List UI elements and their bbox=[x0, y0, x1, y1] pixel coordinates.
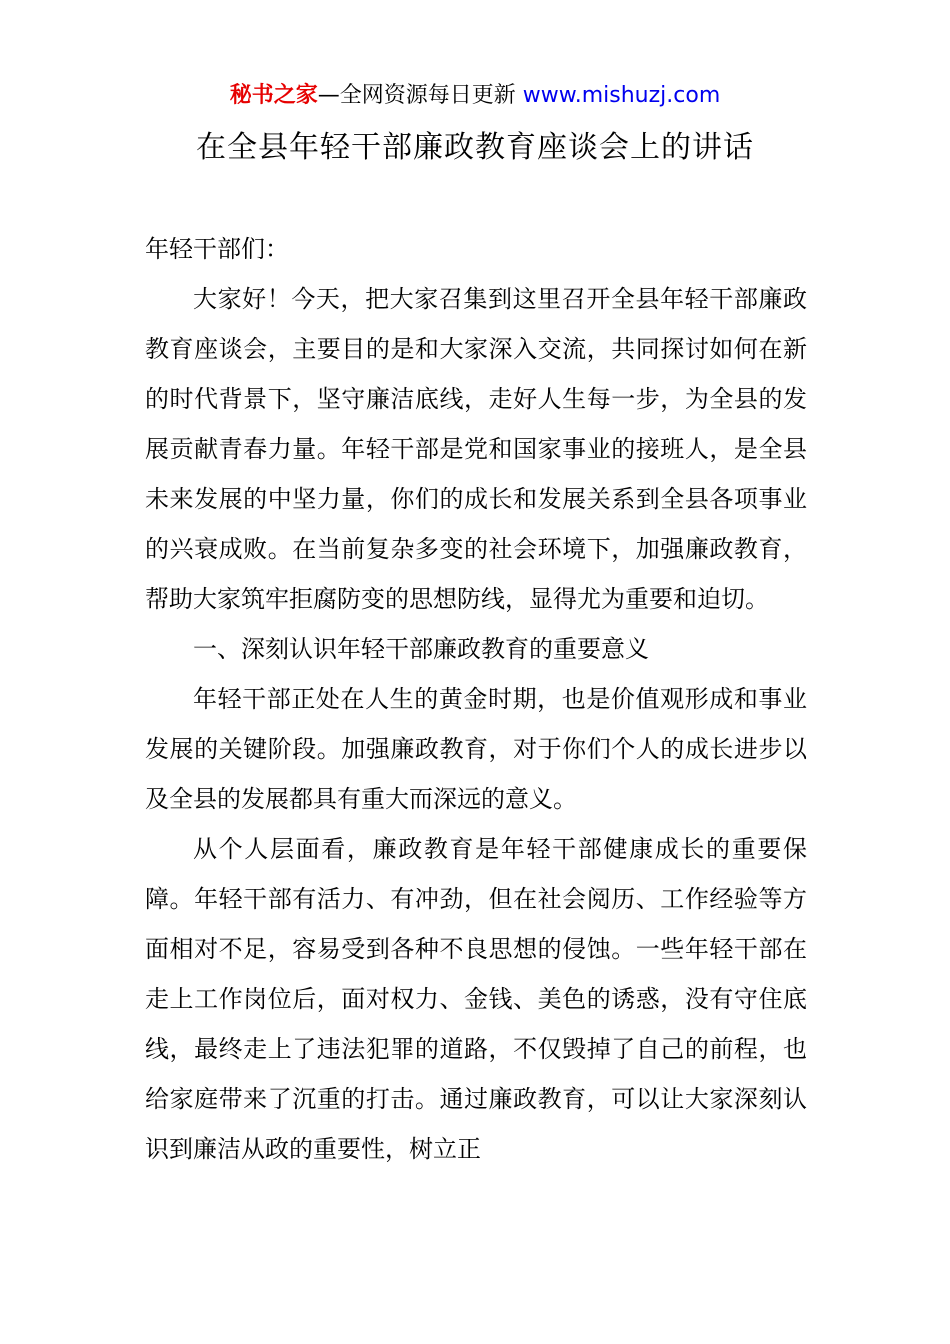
paragraph-intro: 大家好！今天，把大家召集到这里召开全县年轻干部廉政教育座谈会，主要目的是和大家深入交流，共同探讨如何在新的时代背景下，坚守廉洁底线，走好人生每一步，为全县的发展贡献青春力量。年轻干部是党和国家事业的接班人，是全县未来发展的中坚力量，你们的成长和发展关系到全县各项事业的兴衰成败。在当前复杂多变的社会环境下，加强廉政教育，帮助大家筑牢拒腐防变的思想防线，显得尤为重要和迫切。 bbox=[145, 285, 807, 613]
paragraph-significance: 年轻干部正处在人生的黄金时期，也是价值观形成和事业发展的关键阶段。加强廉政教育，对于你们个人的成长进步以及全县的发展都具有重大而深远的意义。 bbox=[145, 685, 807, 813]
document-title: 在全县年轻干部廉政教育座谈会上的讲话 bbox=[196, 130, 754, 165]
site-tagline: —全网资源每日更新 bbox=[317, 83, 516, 108]
document-body bbox=[145, 224, 807, 1174]
salutation: 年轻干部们： bbox=[145, 235, 289, 263]
site-header bbox=[0, 80, 950, 112]
site-brand: 秘书之家 bbox=[229, 83, 318, 108]
section-heading-1: 一、深刻认识年轻干部廉政教育的重要意义 bbox=[193, 635, 649, 663]
paragraph-personal-level: 从个人层面看，廉政教育是年轻干部健康成长的重要保障。年轻干部有活力、有冲劲，但在社会阅历、工作经验等方面相对不足，容易受到各种不良思想的侵蚀。一些年轻干部在走上工作岗位后，面对权力、金钱、美色的诱惑，没有守住底线，最终走上了违法犯罪的道路，不仅毁掉了自己的前程，也给家庭带来了沉重的打击。通过廉政教育，可以让大家深刻认识到廉洁从政的重要性，树立正 bbox=[145, 835, 807, 1163]
site-url-link[interactable]: www.mishuzj.com bbox=[522, 83, 721, 108]
